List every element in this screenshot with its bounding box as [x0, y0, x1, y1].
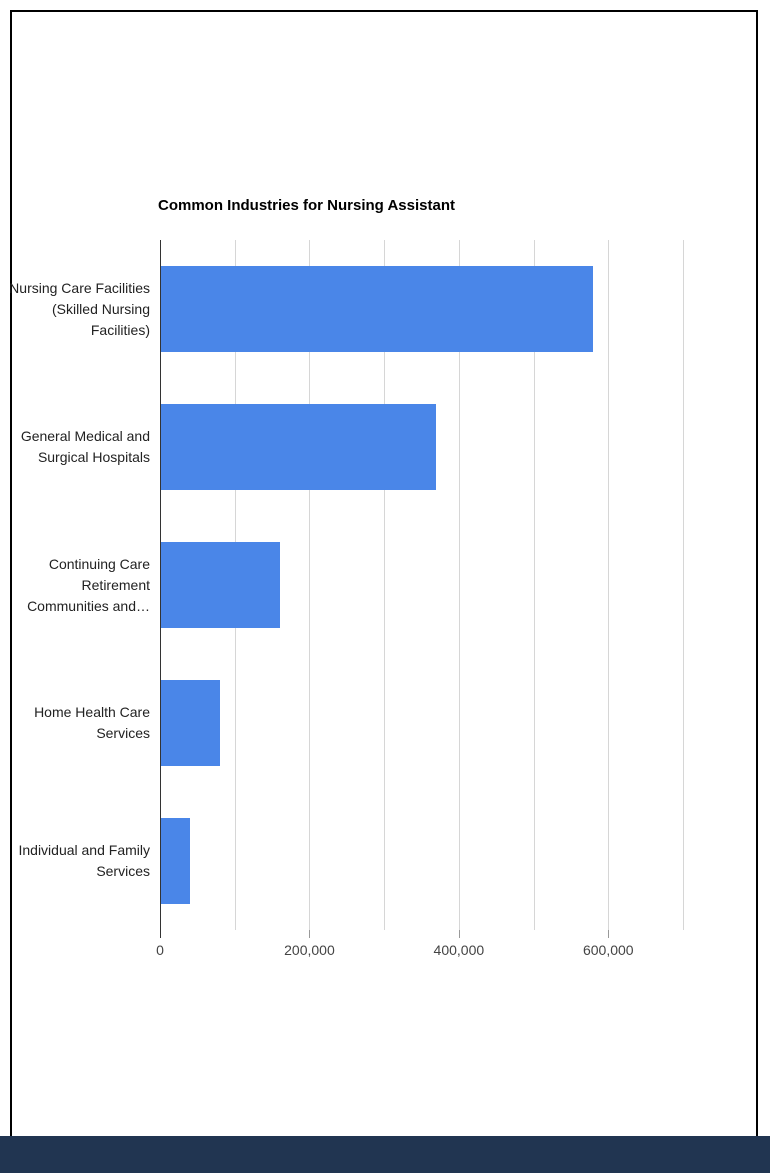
category-labels [2, 240, 155, 930]
x-tick [309, 930, 310, 938]
footer-bar [0, 1136, 770, 1173]
bar-row [160, 654, 683, 792]
chart-title: Common Industries for Nursing Assistant [158, 197, 455, 214]
x-tick-label: 600,000 [582, 942, 634, 958]
bar-row [160, 792, 683, 930]
bar-2[interactable] [160, 542, 280, 628]
x-tick [459, 930, 460, 938]
bar-3[interactable] [160, 680, 220, 766]
category-label: Nursing Care Facilities (Skilled Nursing Facilities) [9, 279, 150, 338]
category-label: Home Health Care Services [34, 704, 150, 741]
x-tick-label: 400,000 [433, 942, 485, 958]
bar-0[interactable] [160, 266, 593, 352]
bar-1[interactable] [160, 404, 436, 490]
bar-4[interactable] [160, 818, 190, 904]
x-tick [608, 930, 609, 938]
category-label: Individual and Family Services [18, 842, 150, 879]
y-axis-line [160, 240, 161, 938]
bar-row [160, 516, 683, 654]
bar-row [160, 240, 683, 378]
bar-row [160, 378, 683, 516]
category-label: Continuing Care Retirement Communities and… [27, 555, 150, 614]
plot-area [160, 240, 683, 930]
x-tick-label: 200,000 [284, 942, 335, 958]
gridline [683, 240, 684, 930]
category-label: General Medical and Surgical Hospitals [20, 428, 150, 465]
x-axis [156, 930, 683, 970]
x-tick-label: 0 [156, 942, 164, 958]
